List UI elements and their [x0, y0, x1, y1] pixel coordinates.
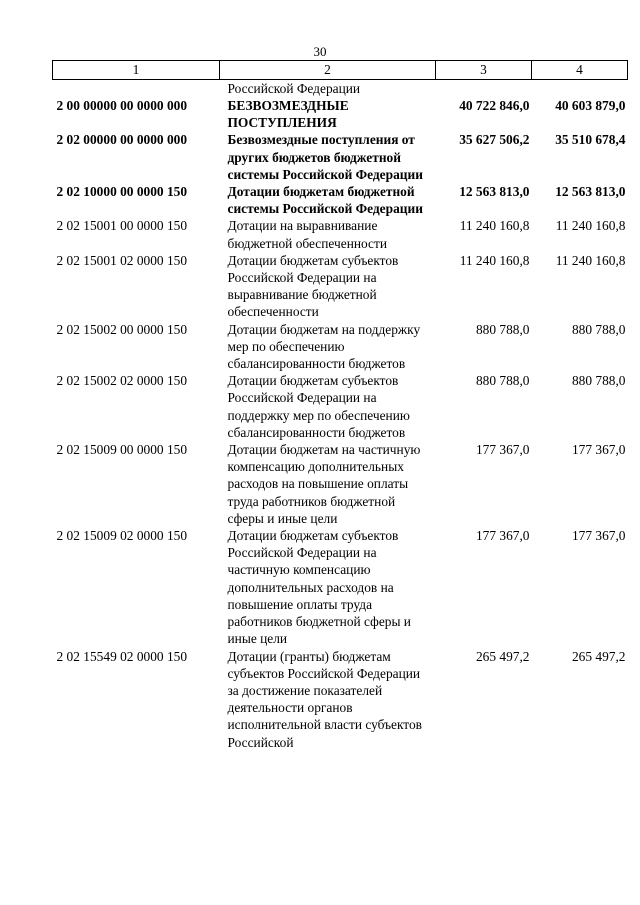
row-name: Дотации бюджетам на частичную компенсацию дополнительных расходов на повышение оплаты труда работников бюджетной сферы и иные цели: [227, 442, 421, 526]
budget-table: [52, 60, 628, 751]
table-row: [53, 648, 628, 751]
row-name: Дотации бюджетам субъектов Российской Федерации на частичную компенсацию дополнительных расходов на повышение оплаты труда работников бюджетной сферы и иные цели: [227, 528, 411, 647]
row-name: Дотации бюджетам субъектов Российской Федерации на выравнивание бюджетной обеспеченности: [227, 252, 399, 320]
row-value-col4: 11 240 160,8: [555, 218, 626, 234]
row-name: Дотации (гранты) бюджетам субъектов Российской Федерации за достижение показателей деятельности органов исполнительной власти субъектов Российской: [227, 648, 423, 750]
row-value-col3: 11 240 160,8: [459, 252, 530, 268]
row-value-col3: 880 788,0: [475, 373, 530, 389]
row-value-col4: 177 367,0: [571, 442, 626, 458]
row-name: Дотации бюджетам бюджетной системы Российской Федерации: [227, 184, 423, 217]
row-value-col3: 12 563 813,0: [459, 184, 530, 200]
row-value-col3: 880 788,0: [475, 321, 530, 337]
row-value-col4: 265 497,2: [571, 648, 626, 664]
row-value-col3: 265 497,2: [475, 648, 530, 664]
row-value-col3: 11 240 160,8: [459, 218, 530, 234]
column-header-2: 2: [220, 61, 436, 80]
row-value-col3: 40 722 846,0: [459, 98, 530, 113]
row-code: 2 02 15001 00 0000 150: [56, 218, 188, 234]
row-code: 2 02 15001 02 0000 150: [56, 252, 188, 268]
row-value-col4: 11 240 160,8: [555, 252, 626, 268]
table-row: [53, 183, 628, 217]
row-value-col3: 177 367,0: [475, 528, 530, 544]
table-row: [53, 97, 628, 131]
row-value-col4: 40 603 879,0: [555, 98, 626, 113]
row-code: 2 02 15002 02 0000 150: [56, 373, 188, 389]
row-name: Дотации на выравнивание бюджетной обеспеченности: [227, 218, 388, 251]
column-header-1: 1: [53, 61, 220, 80]
table-row: [53, 217, 628, 251]
row-code: 2 02 10000 00 0000 150: [56, 184, 188, 200]
table-row: [53, 441, 628, 527]
row-value-col3: 177 367,0: [475, 442, 530, 458]
row-name: Дотации бюджетам на поддержку мер по обеспечению сбалансированности бюджетов: [227, 321, 421, 372]
row-value-col4: 880 788,0: [571, 321, 626, 337]
table-row: [53, 131, 628, 183]
row-code: 2 02 15549 02 0000 150: [56, 648, 188, 664]
row-code: 2 00 00000 00 0000 000: [56, 98, 188, 113]
row-name: Безвозмездные поступления от других бюджетов бюджетной системы Российской Федерации: [227, 132, 423, 182]
table-row: [53, 252, 628, 321]
row-value-col4: 12 563 813,0: [555, 184, 626, 200]
table-row: [53, 372, 628, 441]
row-value-col3: 35 627 506,2: [459, 132, 530, 148]
row-code: 2 02 15002 00 0000 150: [56, 321, 188, 337]
table-row: [53, 527, 628, 647]
row-code: 2 02 15009 00 0000 150: [56, 442, 188, 458]
page-number: 30: [313, 44, 327, 59]
row-name: Дотации бюджетам субъектов Российской Федерации на поддержку мер по обеспечению сбалансированности бюджетов: [227, 373, 410, 440]
row-value-col4: 880 788,0: [571, 373, 626, 389]
row-code: 2 02 00000 00 0000 000: [56, 132, 188, 148]
column-header-3: 3: [436, 61, 532, 80]
row-code: 2 02 15009 02 0000 150: [56, 528, 188, 544]
row-name: БЕЗВОЗМЕЗДНЫЕ ПОСТУПЛЕНИЯ: [227, 98, 349, 131]
row-value-col4: 177 367,0: [571, 528, 626, 544]
continuation-row: [53, 80, 628, 98]
header-row: [53, 61, 628, 80]
row-value-col4: 35 510 678,4: [555, 132, 626, 148]
column-header-4: 4: [532, 61, 628, 80]
continuation-text: Российской Федерации: [227, 81, 361, 96]
table-row: [53, 321, 628, 373]
